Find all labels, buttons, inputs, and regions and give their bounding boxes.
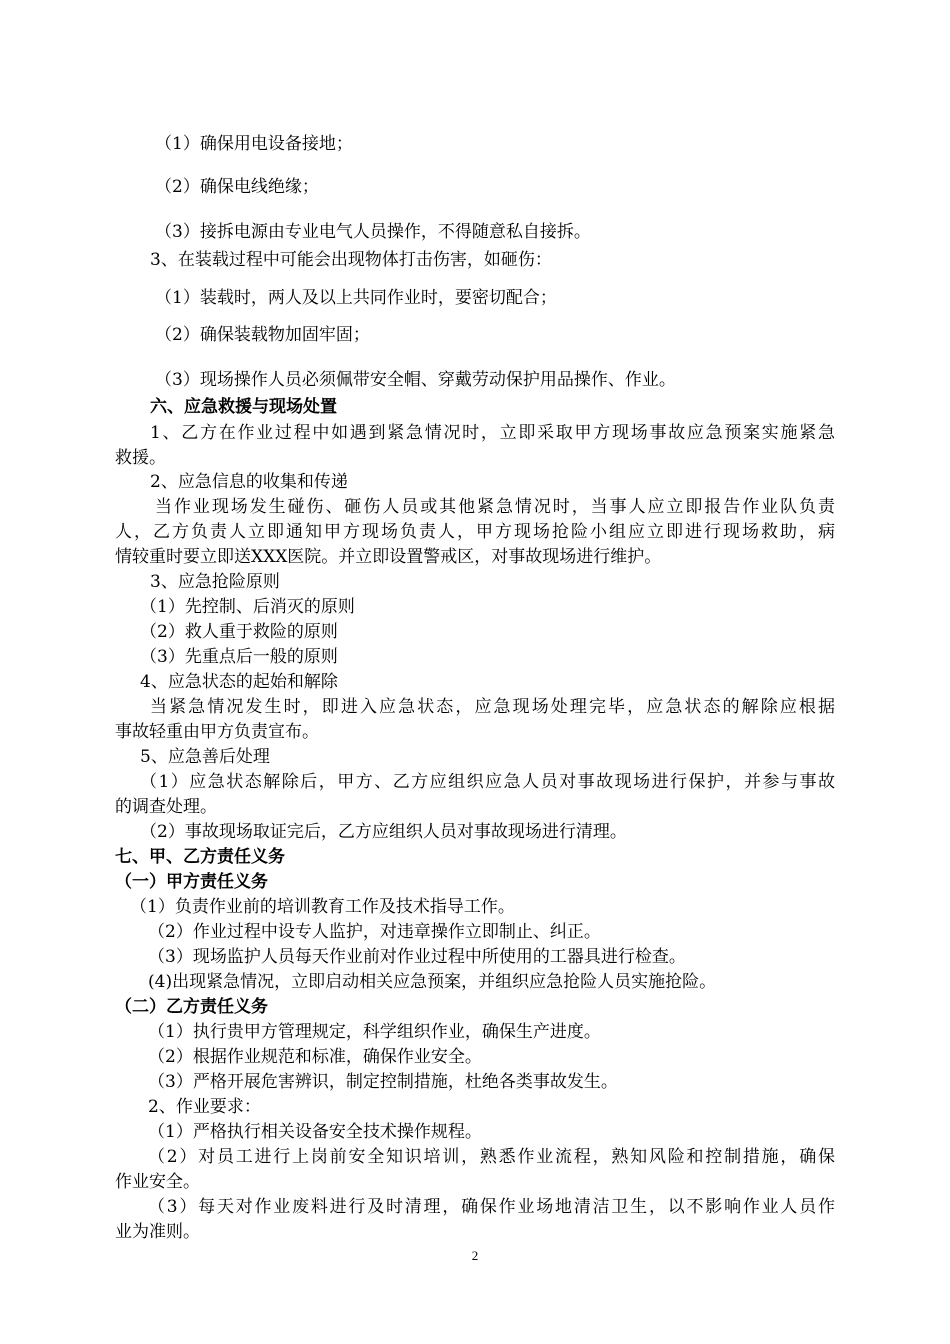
section-heading: 六、应急救援与现场处置 <box>150 397 337 417</box>
section-heading: （二）乙方责任义务 <box>115 997 268 1017</box>
text-line: 业为准则。 <box>115 1222 200 1242</box>
text-line: （3）先重点后一般的原则 <box>140 647 338 667</box>
text-line: （2）对员工进行上岗前安全知识培训，熟悉作业流程，熟知风险和控制措施，确保 <box>148 1147 835 1167</box>
text-line: （3）严格开展危害辨识，制定控制措施，杜绝各类事故发生。 <box>148 1072 618 1092</box>
text-line: 4、应急状态的起始和解除 <box>140 672 338 692</box>
text-line: （1）先控制、后消灭的原则 <box>140 597 355 617</box>
text-line: 作业安全。 <box>115 1172 200 1192</box>
text-line: 人，乙方负责人立即通知甲方现场负责人，甲方现场抢险小组应立即进行现场救助，病 <box>115 522 835 542</box>
text-line: 当作业现场发生碰伤、砸伤人员或其他紧急情况时，当事人应立即报告作业队负责 <box>155 497 835 517</box>
text-line: （1）执行贵甲方管理规定，科学组织作业，确保生产进度。 <box>148 1022 601 1042</box>
text-line: 的调查处理。 <box>115 797 217 817</box>
text-line: （1）确保用电设备接地； <box>155 134 353 154</box>
text-line: （3）接拆电源由专业电气人员操作，不得随意私自接拆。 <box>155 222 591 242</box>
text-line: （2）根据作业规范和标准，确保作业安全。 <box>148 1047 482 1067</box>
text-line: 2、作业要求： <box>148 1097 261 1117</box>
section-heading: （一）甲方责任义务 <box>115 872 268 892</box>
text-line: （2）事故现场取证完后，乙方应组织人员对事故现场进行清理。 <box>140 822 627 842</box>
text-line: 1、乙方在作业过程中如遇到紧急情况时，立即采取甲方现场事故应急预案实施紧急 <box>150 423 835 443</box>
text-line: （3）现场监护人员每天作业前对作业过程中所使用的工器具进行检查。 <box>148 947 686 967</box>
text-line: （2）确保电线绝缘； <box>155 177 319 197</box>
text-line: （2）救人重于救险的原则 <box>140 622 338 642</box>
text-line: 情较重时要立即送XXX医院。并立即设置警戒区，对事故现场进行维护。 <box>115 547 662 567</box>
text-line: 救援。 <box>115 448 166 468</box>
text-line: （1）严格执行相关设备安全技术操作规程。 <box>148 1122 482 1142</box>
text-line: (4)出现紧急情况，立即启动相关应急预案，并组织应急抢险人员实施抢险。 <box>148 972 717 992</box>
section-heading: 七、甲、乙方责任义务 <box>115 847 285 867</box>
text-line: （1）装载时，两人及以上共同作业时，要密切配合； <box>155 288 557 308</box>
text-line: （1）负责作业前的培训教育工作及技术指导工作。 <box>130 897 515 917</box>
text-line: （1）应急状态解除后，甲方、乙方应组织应急人员对事故现场进行保护，并参与事故 <box>140 772 835 792</box>
text-line: （2）确保装载物加固牢固； <box>155 325 370 345</box>
text-line: （3）每天对作业废料进行及时清理，确保作业场地清洁卫生，以不影响作业人员作 <box>148 1197 835 1217</box>
text-line: 当紧急情况发生时，即进入应急状态，应急现场处理完毕，应急状态的解除应根据 <box>150 697 835 717</box>
text-line: 3、在装载过程中可能会出现物体打击伤害，如砸伤： <box>150 250 552 270</box>
page-number: 2 <box>471 1248 479 1263</box>
text-line: 3、应急抢险原则 <box>150 572 280 592</box>
text-line: 5、应急善后处理 <box>140 747 270 767</box>
text-line: （2）作业过程中设专人监护，对违章操作立即制止、纠正。 <box>148 922 601 942</box>
text-line: 事故轻重由甲方负责宣布。 <box>115 722 319 742</box>
text-line: 2、应急信息的收集和传递 <box>150 472 348 492</box>
text-line: （3）现场操作人员必须佩带安全帽、穿戴劳动保护用品操作、作业。 <box>155 370 676 390</box>
